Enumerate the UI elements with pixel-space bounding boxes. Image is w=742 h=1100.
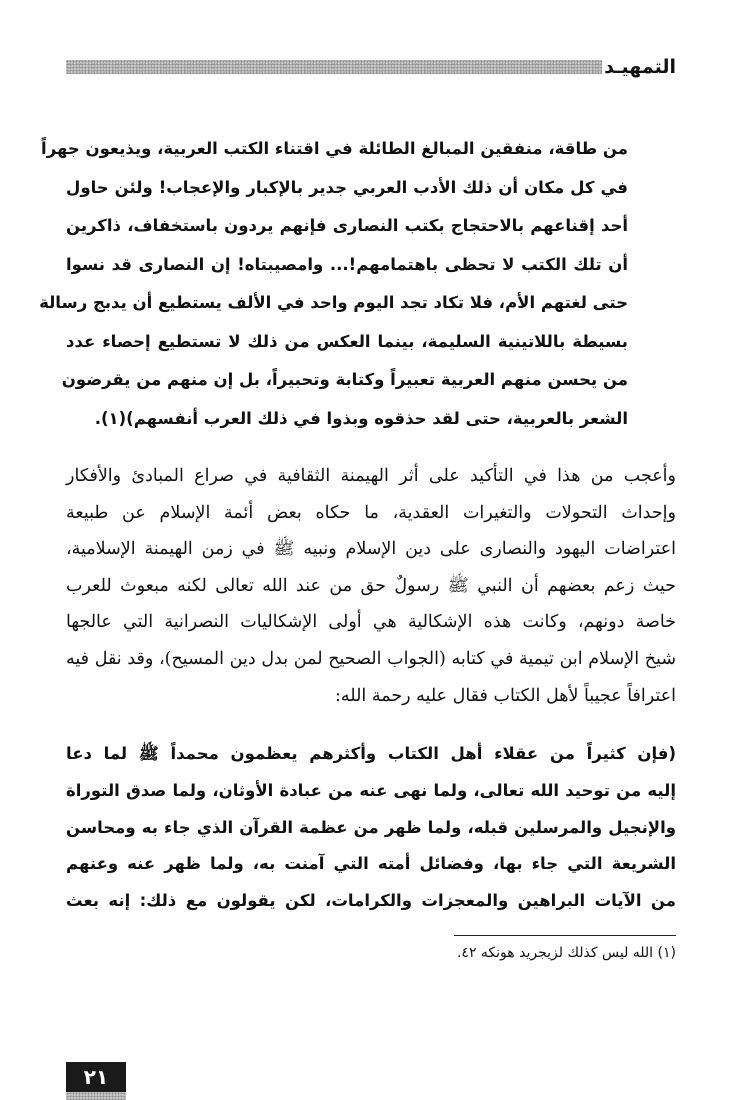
text-line: أحد إقناعهم بالاحتجاج بكتب النصارى فإنهم يردون باستخفاف، ذاكرين bbox=[66, 216, 628, 235]
text-line: أن تلك الكتب لا تحظى باهتمامهم!... وامصيبتاه! إن النصارى قد نسوا bbox=[66, 254, 628, 274]
text-line: الشريعة التي جاء بها، وفضائل أمته التي آمنت به، ولما ظهر عنه وعنهم bbox=[66, 854, 676, 874]
text-line: من الآيات البراهين والمعجزات والكرامات، لكن يقولون مع ذلك: إنه بعث bbox=[66, 891, 676, 911]
quoted-passage-1 bbox=[39, 130, 628, 438]
text-line: إليه من توحيد الله تعالى، ولما نهى عنه من عبادة الأوثان، ولما صدق التوراة bbox=[66, 780, 676, 800]
text-line: اعتراضات اليهود والنصارى على دين الإسلام ونبيه ﷺ في زمن الهيمنة الإسلامية، bbox=[66, 539, 676, 560]
text-line: وإحداث التحولات والتغيرات العقدية، ما حكاه بعض أئمة الإسلام عن طبيعة bbox=[66, 502, 676, 523]
text-line: في كل مكان أن ذلك الأدب العربي جدير بالإكبار والإعجاب! ولئن حاول bbox=[66, 177, 628, 197]
page-number-decorative-band bbox=[66, 1092, 126, 1100]
text-line: الشعر بالعربية، حتى لقد حذقوه وبذوا في ذلك العرب أنفسهم)(١). bbox=[94, 408, 628, 428]
chapter-title: التمهيـد bbox=[604, 56, 676, 78]
page-number-badge bbox=[66, 1062, 126, 1092]
text-line: حتى لغتهم الأم، فلا تكاد تجد اليوم واحد في الألف يستطيع أن يدبج رسالة bbox=[39, 293, 628, 312]
quoted-passage-2 bbox=[66, 736, 676, 920]
body-paragraph bbox=[66, 458, 676, 714]
text-line: بسيطة باللاتينية السليمة، بينما العكس من ذلك لا تستطيع إحصاء عدد bbox=[66, 331, 628, 351]
text-line: والإنجيل والمرسلين قبله، ولما ظهر من عظمة القرآن الذي جاء به ومحاسن bbox=[66, 817, 676, 837]
text-line: خاصة دونهم، وكانت هذه الإشكالية هي أولى الإشكاليات النصرانية التي عالجها bbox=[66, 612, 676, 633]
text-line: اعترافاً عجيباً لأهل الكتاب فقال عليه رحمة الله: bbox=[335, 685, 676, 706]
text-line: وأعجب من هذا في التأكيد على أثر الهيمنة الثقافية في صراع المبادئ والأفكار bbox=[66, 466, 676, 486]
text-line: من طاقة، منفقين المبالغ الطائلة في اقتناء الكتب العربية، ويذيعون جهراً bbox=[41, 139, 628, 158]
text-line: من يحسن منهم العربية تعبيراً وكتابة وتحبيراً، بل إن منهم من يقرضون bbox=[61, 370, 628, 389]
text-line: حيث زعم بعضهم أن النبي ﷺ رسولٌ حق من عند الله تعالى لكنه مبعوث للعرب bbox=[66, 575, 676, 596]
footnote-divider bbox=[454, 935, 676, 936]
header-decorative-band bbox=[66, 60, 602, 74]
footnote: (١) الله ليس كذلك لزيجريد هونكه ٤٢. bbox=[456, 945, 676, 961]
page-number: ٢١ bbox=[83, 1065, 109, 1089]
text-line: شيخ الإسلام ابن تيمية في كتابه (الجواب الصحيح لمن بدل دين المسيح)، وقد نقل فيه bbox=[66, 648, 676, 669]
page-header bbox=[66, 54, 676, 80]
text-line: (فإن كثيراً من عقلاء أهل الكتاب وأكثرهم يعظمون محمداً ﷺ لما دعا bbox=[66, 744, 676, 763]
